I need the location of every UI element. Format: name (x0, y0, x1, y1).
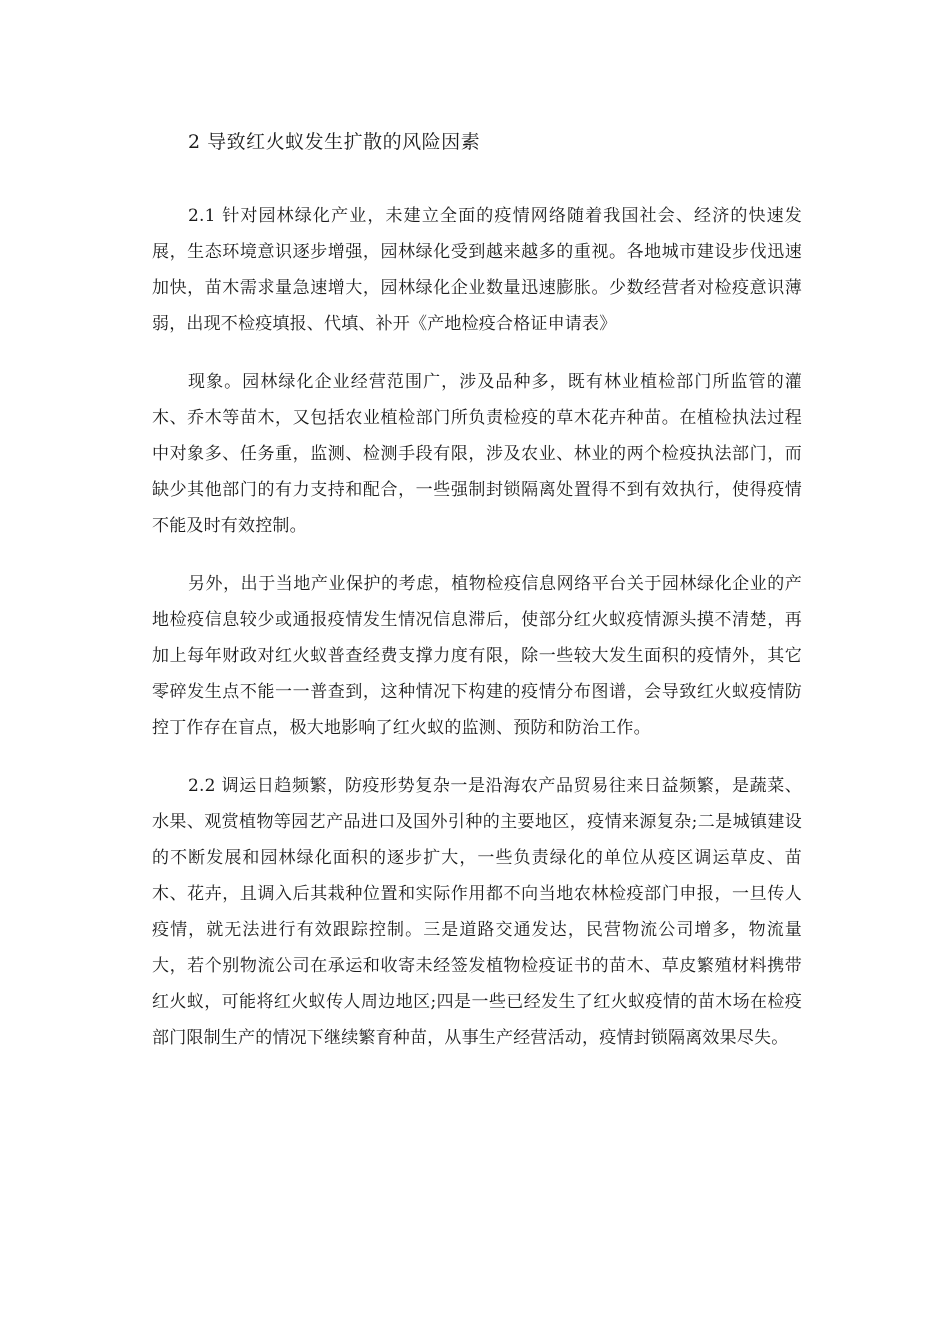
paragraph-2-2: 2.2 调运日趋频繁，防疫形势复杂一是沿海农产品贸易往来日益频繁，是蔬菜、水果、观赏植物等园艺产品进口及国外引种的主要地区，疫情来源复杂;二是城镇建设的不断发展和园林绿化面积的逐步扩大，一些负责绿化的单位从疫区调运草皮、苗木、花卉，且调入后其栽种位置和实际作用都不向当地农林检疫部门申报，一旦传人疫情，就无法进行有效跟踪控制。三是道路交通发达，民营物流公司增多，物流量大，若个别物流公司在承运和收寄未经签发植物检疫证书的苗木、草皮繁殖材料携带红火蚁，可能将红火蚁传人周边地区;四是一些已经发生了红火蚁疫情的苗木场在检疫部门限制生产的情况下继续繁育种苗，从事生产经营活动，疫情封锁隔离效果尽失。 (152, 776, 802, 1048)
section-heading: 2 导致红火蚁发生扩散的风险因素 (188, 131, 481, 153)
paragraph-phenomenon: 现象。园林绿化企业经营范围广，涉及品种多，既有林业植检部门所监管的灌木、乔木等苗木，又包括农业植检部门所负责检疫的草木花卉种苗。在植检执法过程中对象多、任务重，监测、检测手段有限，涉及农业、林业的两个检疫执法部门，而缺少其他部门的有力支持和配合，一些强制封锁隔离处置得不到有效执行，使得疫情不能及时有效控制。 (152, 372, 802, 536)
paragraph-additionally: 另外，出于当地产业保护的考虑，植物检疫信息网络平台关于园林绿化企业的产地检疫信息较少或通报疫情发生情况信息滞后，使部分红火蚁疫情源头摸不清楚，再加上每年财政对红火蚁普查经费支撑力度有限，除一些较大发生面积的疫情外，其它零碎发生点不能一一普查到，这种情况下构建的疫情分布图谱，会导致红火蚁疫情防控丁作存在盲点，极大地影响了红火蚁的监测、预防和防治工作。 (152, 574, 802, 738)
document-body (152, 120, 802, 1078)
paragraph-2-1: 2.1 针对园林绿化产业，未建立全面的疫情网络随着我国社会、经济的快速发展，生态环境意识逐步增强，园林绿化受到越来越多的重视。各地城市建设步伐迅速加快，苗木需求量急速增大，园林绿化企业数量迅速膨胀。少数经营者对检疫意识薄弱，出现不检疫填报、代填、补开《产地检疫合格证申请表》 (152, 206, 802, 334)
